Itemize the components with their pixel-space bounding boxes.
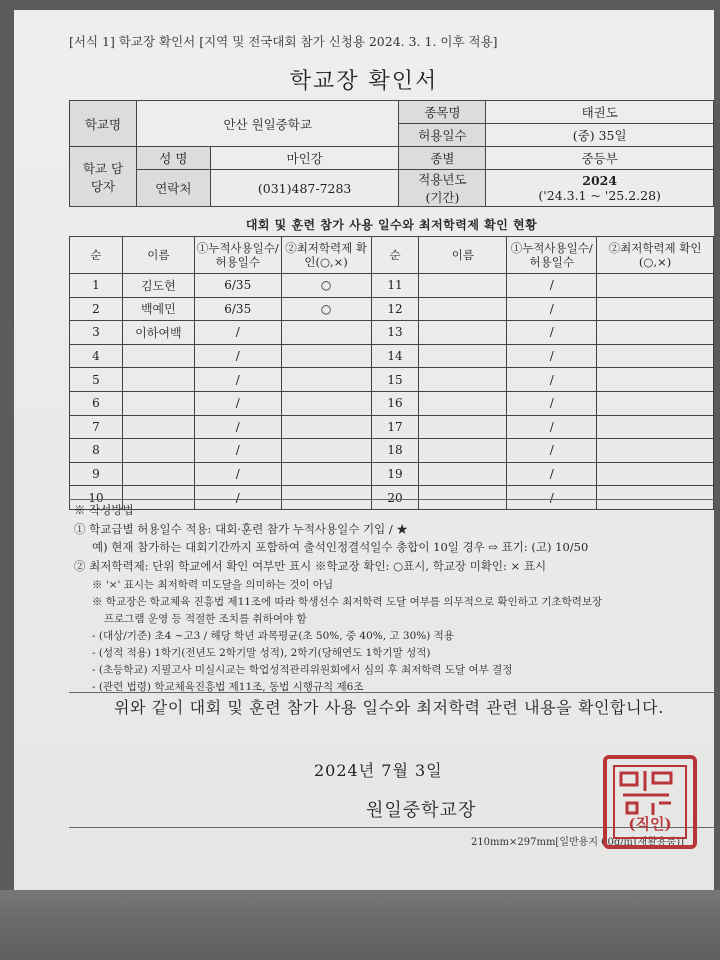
header-no: 순 [70, 237, 123, 274]
header-days: ①누적사용일수/ 허용일수 [194, 237, 281, 274]
row-days: / [507, 391, 597, 415]
table-row [70, 486, 714, 510]
row-check [597, 462, 714, 486]
table-row [70, 274, 714, 298]
row-check [597, 274, 714, 298]
row-name [122, 368, 194, 392]
header-name: 이름 [419, 237, 507, 274]
row-name [419, 486, 507, 510]
row-days: 6/35 [194, 274, 281, 298]
table-row [70, 462, 714, 486]
header-no: 순 [371, 237, 419, 274]
row-name [419, 321, 507, 345]
row-check [597, 368, 714, 392]
school-value: 안산 원일중학교 [136, 101, 399, 147]
row-name [419, 274, 507, 298]
row-name [419, 415, 507, 439]
row-days: / [507, 462, 597, 486]
note-line: 예) 현재 참가하는 대회기간까지 포함하여 출석인정결석일수 총합이 10일 경우 ⇨ 표기: (고) 10/50 [92, 540, 589, 554]
row-days: / [507, 486, 597, 510]
row-name [122, 391, 194, 415]
row-check [597, 415, 714, 439]
row-check: ○ [281, 274, 371, 298]
division-label: 종별 [399, 147, 486, 170]
info-table [69, 100, 714, 207]
row-no: 17 [371, 415, 419, 439]
row-no: 20 [371, 486, 419, 510]
row-no: 9 [70, 462, 123, 486]
row-check [597, 439, 714, 463]
note-line: ② 최저학력제: 단위 학교에서 확인 여부만 표시 ※학교장 확인: ○표시, 학교장 미확인: × 표시 [74, 559, 547, 573]
name-value: 마인강 [210, 147, 399, 170]
row-no: 4 [70, 344, 123, 368]
document-title: 학교장 확인서 [289, 69, 439, 94]
contact-value: (031)487-7283 [210, 170, 399, 207]
row-name: 백예민 [122, 297, 194, 321]
row-no: 12 [371, 297, 419, 321]
participation-table [69, 236, 714, 510]
year-value: 2024 [582, 173, 618, 188]
row-days: / [194, 368, 281, 392]
allowed-days-value: (중) 35일 [486, 124, 714, 147]
row-check [281, 415, 371, 439]
row-days: / [507, 439, 597, 463]
year-cell [486, 170, 714, 207]
row-name [419, 462, 507, 486]
row-no: 11 [371, 274, 419, 298]
row-no: 15 [371, 368, 419, 392]
header-name: 이름 [122, 237, 194, 274]
row-check [597, 344, 714, 368]
row-no: 10 [70, 486, 123, 510]
row-check [281, 321, 371, 345]
paper-size-note: 210mm×297mm[일반용지 60g/㎡(재활용품)] [470, 837, 684, 848]
row-check [281, 462, 371, 486]
row-name [419, 439, 507, 463]
table-row [70, 321, 714, 345]
row-days: / [194, 462, 281, 486]
note-line: ① 학교급별 허용일수 적용: 대회·훈련 참가 누적사용일수 기입 / ★ [74, 522, 408, 536]
table-row [70, 439, 714, 463]
allowed-days-label: 허용일수 [399, 124, 486, 147]
row-no: 13 [371, 321, 419, 345]
row-name [419, 391, 507, 415]
row-name [122, 439, 194, 463]
note-line: - (성적 적용) 1학기(전년도 2학기말 성적), 2학기(당해연도 1학기말 성적) [92, 647, 431, 659]
row-days: / [194, 321, 281, 345]
notes-bottom-divider [69, 692, 714, 693]
row-days: / [194, 415, 281, 439]
header-check: ②최저학력제 확인(○,×) [597, 237, 714, 274]
row-no: 19 [371, 462, 419, 486]
row-name: 이하여백 [122, 321, 194, 345]
row-no: 18 [371, 439, 419, 463]
row-no: 16 [371, 391, 419, 415]
row-no: 3 [70, 321, 123, 345]
note-line: ※ '×' 표시는 최저학력 미도달을 의미하는 것이 아님 [92, 579, 334, 591]
row-check [597, 391, 714, 415]
row-no: 2 [70, 297, 123, 321]
table-row [70, 391, 714, 415]
row-days: / [507, 415, 597, 439]
row-days: 6/35 [194, 297, 281, 321]
row-days: / [194, 391, 281, 415]
row-check [281, 486, 371, 510]
row-name [419, 344, 507, 368]
note-line: - (대상/기준) 초4 ~고3 / 해당 학년 과목평균(초 50%, 중 40%, 고 30%) 적용 [92, 630, 454, 642]
row-check [597, 297, 714, 321]
table-row [70, 297, 714, 321]
form-label: [서식 1] 학교장 확인서 [지역 및 전국대회 참가 신청용 2024. 3. 1. 이후 적용] [69, 34, 498, 49]
division-value: 중등부 [486, 147, 714, 170]
row-days: / [194, 486, 281, 510]
row-no: 8 [70, 439, 123, 463]
contact-label: 연락처 [136, 170, 210, 207]
row-no: 1 [70, 274, 123, 298]
row-check [281, 391, 371, 415]
row-name [122, 344, 194, 368]
row-days: / [194, 439, 281, 463]
row-days: / [507, 344, 597, 368]
row-days: / [507, 321, 597, 345]
issue-date: 2024년 7월 3일 [314, 761, 443, 780]
event-label: 종목명 [399, 101, 486, 124]
table-row [70, 368, 714, 392]
header-days: ①누적사용일수/ 허용일수 [507, 237, 597, 274]
note-line: - (초등학교) 지필고사 미실시교는 학업성적관리위원회에서 심의 후 최저학력 도달 여부 결정 [92, 664, 513, 676]
row-days: / [194, 344, 281, 368]
row-name [122, 415, 194, 439]
table-row [70, 415, 714, 439]
background-floor [0, 890, 720, 960]
name-label: 성 명 [136, 147, 210, 170]
table-row [70, 344, 714, 368]
notes-top-divider [69, 499, 714, 500]
row-no: 7 [70, 415, 123, 439]
event-value: 태권도 [486, 101, 714, 124]
note-line: 프로그램 운영 등 적절한 조치를 취하여야 함 [104, 613, 307, 625]
row-check [281, 439, 371, 463]
table-header [70, 237, 714, 274]
confirm-statement: 위와 같이 대회 및 훈련 참가 사용 일수와 최저학력 관련 내용을 확인합니다. [114, 698, 664, 717]
row-no: 14 [371, 344, 419, 368]
period-value: ('24.3.1 ~ '25.2.28) [538, 188, 661, 203]
row-no: 5 [70, 368, 123, 392]
row-name [419, 368, 507, 392]
row-no: 6 [70, 391, 123, 415]
header-check: ②최저학력제 확인(○,×) [281, 237, 371, 274]
table-title: 대회 및 훈련 참가 사용 일수와 최저학력제 확인 현황 [245, 218, 538, 232]
teacher-label: 학교 담당자 [70, 147, 137, 207]
official-seal-stamp [603, 755, 697, 849]
row-check: ○ [281, 297, 371, 321]
note-line: ※ 학교장은 학교체육 진흥법 제11조에 따라 학생선수 최저학력 도달 여부를 의무적으로 확인하고 기초학력보장 [92, 596, 603, 608]
row-name [122, 462, 194, 486]
year-label: 적용년도 (기간) [399, 170, 486, 207]
principal-title: 원일중학교장 [366, 800, 477, 821]
row-check [597, 486, 714, 510]
row-days: / [507, 297, 597, 321]
school-label: 학교명 [70, 101, 137, 147]
seal-text: (직인) [628, 815, 672, 833]
notes-heading: ※ 작성방법 [74, 503, 134, 517]
row-check [281, 368, 371, 392]
row-check [597, 321, 714, 345]
row-days: / [507, 274, 597, 298]
row-name [419, 297, 507, 321]
note-line: - (관련 법령) 학교체육진흥법 제11조, 동법 시행규칙 제6조 [92, 681, 364, 693]
row-check [281, 344, 371, 368]
row-name: 김도현 [122, 274, 194, 298]
row-days: / [507, 368, 597, 392]
document-paper [14, 10, 714, 890]
